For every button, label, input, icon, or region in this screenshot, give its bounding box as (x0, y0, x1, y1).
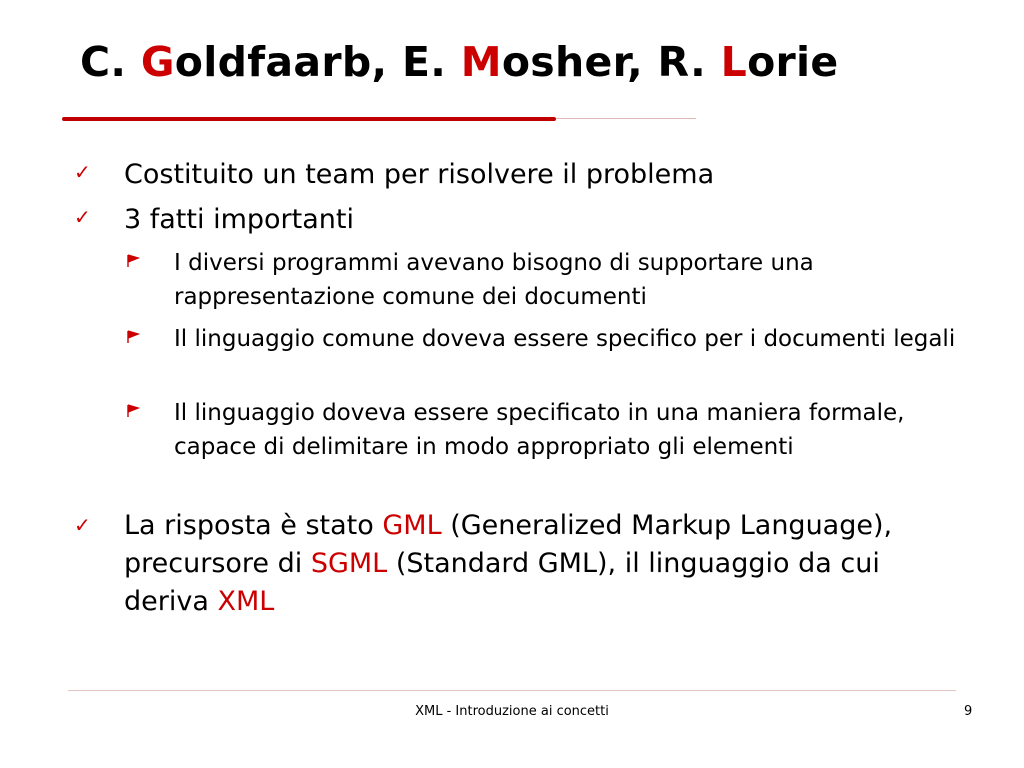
checkmark-icon: ✓ (74, 513, 91, 537)
flag-icon (126, 330, 140, 348)
title-initial-l: L (720, 38, 748, 86)
bullet-1: Costituito un team per risolvere il problema (124, 159, 715, 190)
slide-title (80, 36, 839, 88)
term-xml: XML (217, 586, 275, 617)
checkmark-icon: ✓ (74, 205, 91, 229)
title-text-3: osher, R. (501, 38, 721, 86)
flag-icon (126, 404, 140, 422)
footer-title: XML - Introduzione ai concetti (415, 704, 609, 719)
bullet-3 (124, 507, 954, 621)
page-number: 9 (964, 704, 973, 719)
title-text-1: C. (80, 38, 141, 86)
checkmark-icon: ✓ (74, 160, 91, 184)
bullet-3-text-1: La risposta è stato (124, 510, 383, 541)
title-underline (62, 117, 556, 121)
sub-bullet-1: I diversi programmi avevano bisogno di supportare una rappresentazione comune dei documenti (174, 250, 814, 310)
sub-bullet-3: Il linguaggio doveva essere specificato in una maniera formale, capace di delimitare in modo appropriato gli elementi (174, 400, 905, 460)
title-initial-g: G (140, 38, 175, 86)
title-underline-tail (556, 118, 696, 119)
title-text-4: orie (747, 38, 839, 86)
bullet-3-text-3: (Standard GML), il linguaggio da cui deriva (124, 548, 880, 617)
footer-divider (68, 690, 956, 691)
bullet-3-text-2: (Generalized Markup Language), precursore di (124, 510, 893, 579)
term-gml: GML (382, 510, 442, 541)
term-sgml: SGML (310, 548, 388, 579)
title-initial-m: M (460, 38, 502, 86)
bullet-2: 3 fatti importanti (124, 204, 354, 235)
sub-bullet-2: Il linguaggio comune doveva essere specifico per i documenti legali (174, 326, 956, 352)
flag-icon (126, 254, 140, 272)
title-text-2: oldfaarb, E. (174, 38, 461, 86)
